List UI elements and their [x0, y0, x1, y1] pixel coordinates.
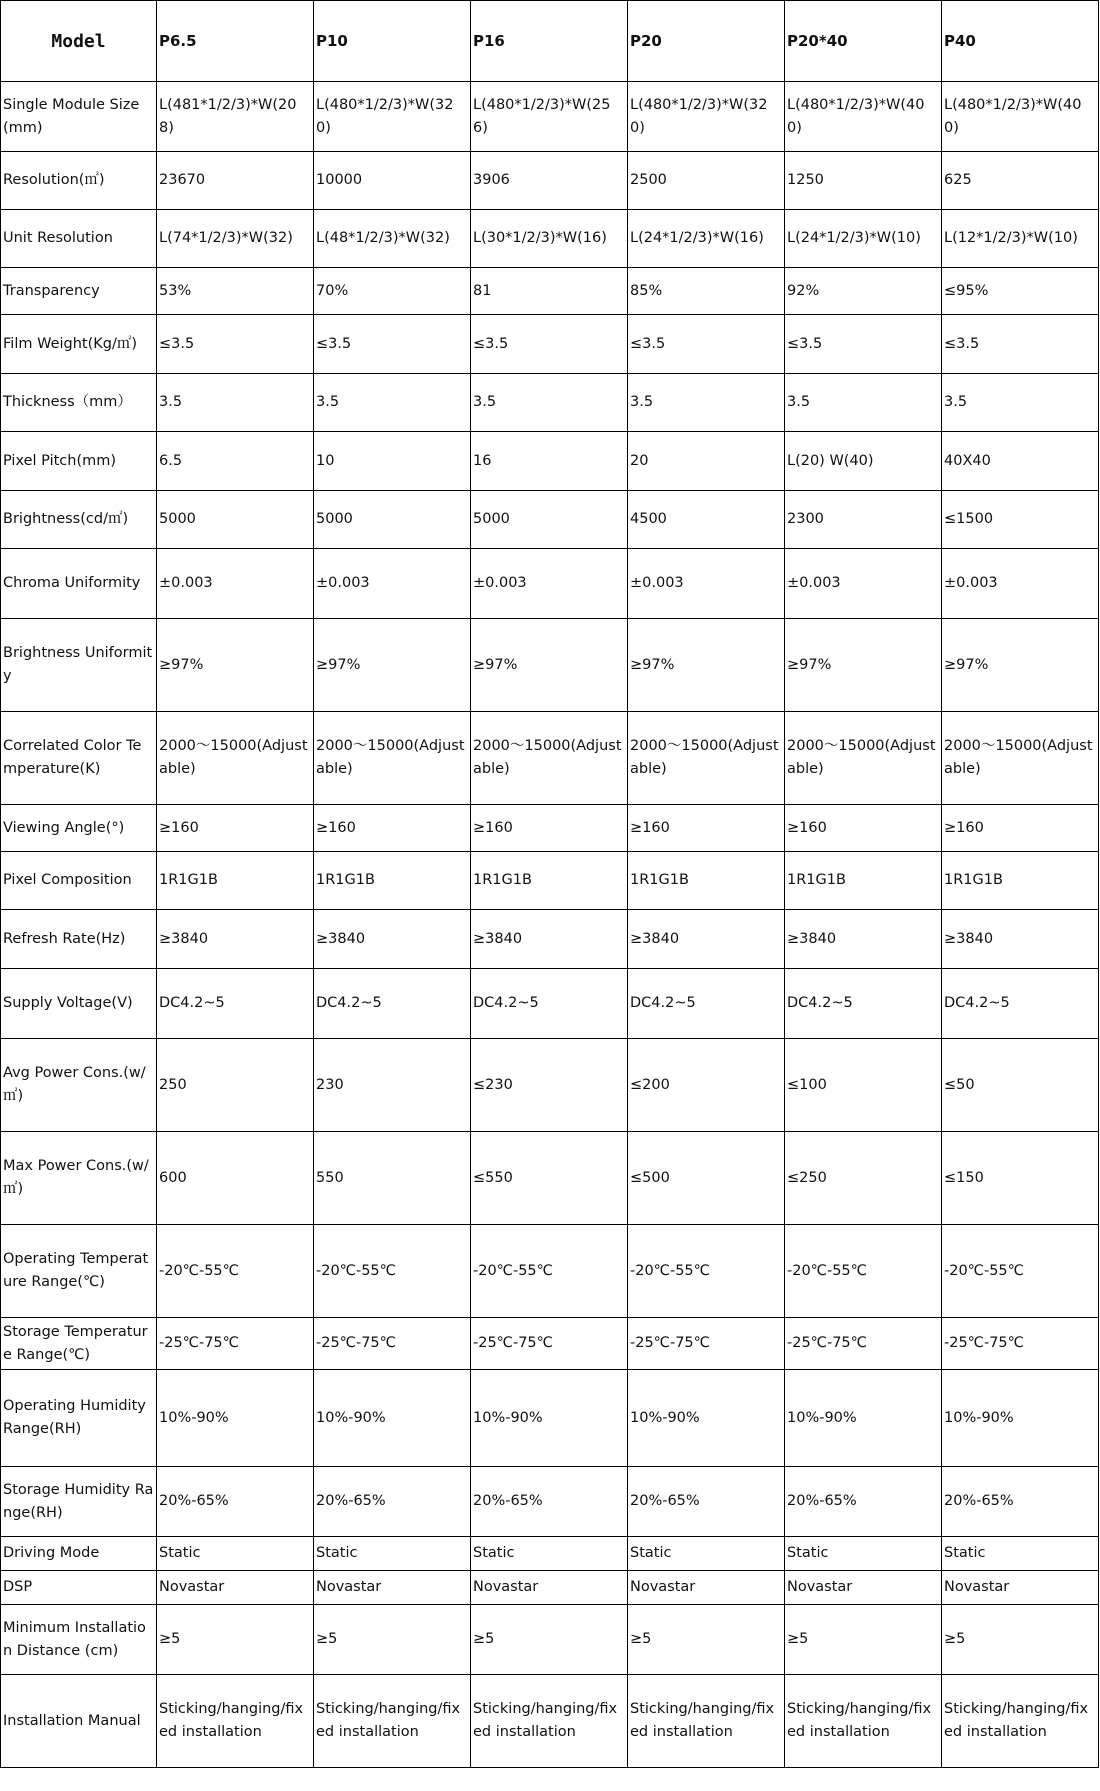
spec-value: 85% — [628, 268, 785, 315]
spec-value: 20%-65% — [785, 1467, 942, 1537]
table-row — [1, 1537, 1099, 1571]
spec-value: ≤3.5 — [942, 315, 1099, 374]
table-row — [1, 152, 1099, 210]
spec-value: Sticking/hanging/fixed installation — [471, 1675, 628, 1768]
spec-label: Installation Manual — [1, 1675, 157, 1768]
table-row — [1, 1467, 1099, 1537]
spec-value: -20℃-55℃ — [471, 1225, 628, 1318]
spec-value: Sticking/hanging/fixed installation — [157, 1675, 314, 1768]
model-column-header: P16 — [471, 1, 628, 82]
spec-value: ≥97% — [785, 619, 942, 712]
spec-label: Single Module Size(mm) — [1, 82, 157, 152]
spec-label: Transparency — [1, 268, 157, 315]
spec-value: 20%-65% — [314, 1467, 471, 1537]
spec-value: 81 — [471, 268, 628, 315]
spec-value: 5000 — [157, 491, 314, 549]
spec-value: L(74*1/2/3)*W(32) — [157, 210, 314, 268]
spec-value: Sticking/hanging/fixed installation — [942, 1675, 1099, 1768]
spec-value: ≥3840 — [471, 910, 628, 969]
spec-value: DC4.2~5 — [157, 969, 314, 1039]
spec-value: Sticking/hanging/fixed installation — [314, 1675, 471, 1768]
spec-value: DC4.2~5 — [314, 969, 471, 1039]
table-row — [1, 1675, 1099, 1768]
model-column-header: P20*40 — [785, 1, 942, 82]
spec-value: ±0.003 — [471, 549, 628, 619]
spec-value: ≥97% — [471, 619, 628, 712]
spec-label: Pixel Composition — [1, 852, 157, 910]
spec-value: -20℃-55℃ — [314, 1225, 471, 1318]
spec-value: L(480*1/2/3)*W(400) — [785, 82, 942, 152]
spec-value: 92% — [785, 268, 942, 315]
spec-label: Resolution(㎡) — [1, 152, 157, 210]
spec-value: 1R1G1B — [314, 852, 471, 910]
spec-value: ≥5 — [314, 1605, 471, 1675]
spec-value: -20℃-55℃ — [785, 1225, 942, 1318]
model-column-header: P40 — [942, 1, 1099, 82]
spec-value: 2300 — [785, 491, 942, 549]
spec-value: 20%-65% — [471, 1467, 628, 1537]
spec-value: 3906 — [471, 152, 628, 210]
spec-label: Unit Resolution — [1, 210, 157, 268]
spec-value: L(480*1/2/3)*W(320) — [314, 82, 471, 152]
spec-value: Novastar — [785, 1571, 942, 1605]
spec-value: ≥3840 — [785, 910, 942, 969]
table-row — [1, 910, 1099, 969]
spec-value: 10000 — [314, 152, 471, 210]
spec-value: Novastar — [314, 1571, 471, 1605]
spec-value: 10%-90% — [157, 1370, 314, 1467]
spec-label: Operating Humidity Range(RH) — [1, 1370, 157, 1467]
spec-value: 6.5 — [157, 432, 314, 491]
spec-value: ≥160 — [471, 805, 628, 852]
spec-value: ±0.003 — [157, 549, 314, 619]
spec-value: 10%-90% — [628, 1370, 785, 1467]
spec-value: -25℃-75℃ — [314, 1318, 471, 1370]
table-header-row — [1, 1, 1099, 82]
spec-value: 4500 — [628, 491, 785, 549]
spec-value: 10%-90% — [785, 1370, 942, 1467]
spec-value: ±0.003 — [785, 549, 942, 619]
spec-value: L(480*1/2/3)*W(256) — [471, 82, 628, 152]
spec-value: 20%-65% — [628, 1467, 785, 1537]
table-row — [1, 432, 1099, 491]
spec-value: ≥5 — [471, 1605, 628, 1675]
spec-value: ≤200 — [628, 1039, 785, 1132]
model-column-header: P10 — [314, 1, 471, 82]
spec-value: -25℃-75℃ — [628, 1318, 785, 1370]
spec-value: 3.5 — [471, 374, 628, 432]
spec-value: ≥160 — [314, 805, 471, 852]
spec-value: ≥97% — [314, 619, 471, 712]
spec-value: ≥97% — [942, 619, 1099, 712]
spec-value: 20%-65% — [157, 1467, 314, 1537]
spec-value: Static — [785, 1537, 942, 1571]
table-row — [1, 619, 1099, 712]
spec-value: Novastar — [471, 1571, 628, 1605]
spec-value: ≥3840 — [942, 910, 1099, 969]
spec-value: ≥5 — [942, 1605, 1099, 1675]
table-row — [1, 1225, 1099, 1318]
spec-value: 625 — [942, 152, 1099, 210]
spec-value: ≤250 — [785, 1132, 942, 1225]
spec-value: ≤3.5 — [628, 315, 785, 374]
spec-value: DC4.2~5 — [942, 969, 1099, 1039]
table-row — [1, 315, 1099, 374]
spec-value: ≥97% — [157, 619, 314, 712]
spec-value: L(48*1/2/3)*W(32) — [314, 210, 471, 268]
spec-label: Minimum Installation Distance (cm) — [1, 1605, 157, 1675]
spec-value: L(481*1/2/3)*W(208) — [157, 82, 314, 152]
table-row — [1, 1039, 1099, 1132]
table-row — [1, 491, 1099, 549]
spec-label: Refresh Rate(Hz) — [1, 910, 157, 969]
spec-value: 2000～15000(Adjustable) — [471, 712, 628, 805]
spec-value: 53% — [157, 268, 314, 315]
spec-value: 10%-90% — [942, 1370, 1099, 1467]
spec-value: -25℃-75℃ — [785, 1318, 942, 1370]
spec-label: Film Weight(Kg/㎡) — [1, 315, 157, 374]
spec-value: 10 — [314, 432, 471, 491]
table-row — [1, 1571, 1099, 1605]
spec-value: ≥160 — [157, 805, 314, 852]
spec-value: 3.5 — [785, 374, 942, 432]
spec-label: Driving Mode — [1, 1537, 157, 1571]
spec-value: ≤550 — [471, 1132, 628, 1225]
spec-value: 3.5 — [628, 374, 785, 432]
spec-value: Static — [314, 1537, 471, 1571]
spec-value: 3.5 — [942, 374, 1099, 432]
spec-value: DC4.2~5 — [628, 969, 785, 1039]
spec-value: 70% — [314, 268, 471, 315]
spec-label: Supply Voltage(V) — [1, 969, 157, 1039]
spec-value: L(24*1/2/3)*W(16) — [628, 210, 785, 268]
spec-value: -25℃-75℃ — [157, 1318, 314, 1370]
spec-value: 1R1G1B — [942, 852, 1099, 910]
spec-value: ≥160 — [785, 805, 942, 852]
spec-value: Static — [157, 1537, 314, 1571]
spec-value: ±0.003 — [628, 549, 785, 619]
spec-value: 1R1G1B — [785, 852, 942, 910]
model-header-label: Model — [1, 1, 157, 82]
spec-label: Operating Temperature Range(℃) — [1, 1225, 157, 1318]
model-column-header: P6.5 — [157, 1, 314, 82]
spec-label: Thickness（mm） — [1, 374, 157, 432]
table-row — [1, 210, 1099, 268]
spec-value: ≤50 — [942, 1039, 1099, 1132]
spec-value: 2000～15000(Adjustable) — [785, 712, 942, 805]
spec-value: -20℃-55℃ — [942, 1225, 1099, 1318]
spec-label: Storage Temperature Range(℃) — [1, 1318, 157, 1370]
spec-value: 230 — [314, 1039, 471, 1132]
table-row — [1, 374, 1099, 432]
spec-value: 550 — [314, 1132, 471, 1225]
spec-value: ≥160 — [628, 805, 785, 852]
spec-value: L(12*1/2/3)*W(10) — [942, 210, 1099, 268]
spec-value: DC4.2~5 — [471, 969, 628, 1039]
spec-value: 16 — [471, 432, 628, 491]
spec-value: ≥3840 — [628, 910, 785, 969]
spec-value: 20 — [628, 432, 785, 491]
spec-value: 1R1G1B — [628, 852, 785, 910]
spec-value: 3.5 — [157, 374, 314, 432]
spec-value: ≤3.5 — [157, 315, 314, 374]
table-row — [1, 805, 1099, 852]
table-row — [1, 268, 1099, 315]
spec-value: L(20) W(40) — [785, 432, 942, 491]
spec-value: 600 — [157, 1132, 314, 1225]
spec-value: ≤3.5 — [471, 315, 628, 374]
table-row — [1, 549, 1099, 619]
spec-value: Sticking/hanging/fixed installation — [785, 1675, 942, 1768]
spec-value: ≤100 — [785, 1039, 942, 1132]
spec-value: -20℃-55℃ — [157, 1225, 314, 1318]
spec-value: ≤3.5 — [314, 315, 471, 374]
spec-label: Avg Power Cons.(w/㎡) — [1, 1039, 157, 1132]
spec-value: L(480*1/2/3)*W(320) — [628, 82, 785, 152]
spec-value: 2000～15000(Adjustable) — [628, 712, 785, 805]
spec-value: 1R1G1B — [471, 852, 628, 910]
spec-value: Novastar — [628, 1571, 785, 1605]
spec-label: Chroma Uniformity — [1, 549, 157, 619]
spec-value: -25℃-75℃ — [471, 1318, 628, 1370]
spec-value: Sticking/hanging/fixed installation — [628, 1675, 785, 1768]
table-row — [1, 1605, 1099, 1675]
spec-value: 1250 — [785, 152, 942, 210]
spec-value: ±0.003 — [314, 549, 471, 619]
spec-value: 5000 — [471, 491, 628, 549]
spec-value: 10%-90% — [471, 1370, 628, 1467]
table-row — [1, 712, 1099, 805]
spec-value: 40X40 — [942, 432, 1099, 491]
spec-value: 5000 — [314, 491, 471, 549]
table-row — [1, 852, 1099, 910]
spec-value: ≥3840 — [314, 910, 471, 969]
table-row — [1, 82, 1099, 152]
table-body — [1, 82, 1099, 1768]
spec-value: 2500 — [628, 152, 785, 210]
spec-value: Novastar — [942, 1571, 1099, 1605]
spec-value: ≤3.5 — [785, 315, 942, 374]
spec-value: 250 — [157, 1039, 314, 1132]
spec-value: Static — [942, 1537, 1099, 1571]
spec-value: 10%-90% — [314, 1370, 471, 1467]
table-row — [1, 1370, 1099, 1467]
spec-value: 1R1G1B — [157, 852, 314, 910]
spec-value: 2000～15000(Adjustable) — [942, 712, 1099, 805]
spec-value: ≥5 — [785, 1605, 942, 1675]
spec-value: ≥97% — [628, 619, 785, 712]
spec-label: Brightness Uniformity — [1, 619, 157, 712]
table-row — [1, 1318, 1099, 1370]
table-row — [1, 1132, 1099, 1225]
spec-value: ≥5 — [157, 1605, 314, 1675]
spec-label: DSP — [1, 1571, 157, 1605]
spec-value: ≥3840 — [157, 910, 314, 969]
spec-value: -25℃-75℃ — [942, 1318, 1099, 1370]
spec-value: ≤500 — [628, 1132, 785, 1225]
model-column-header: P20 — [628, 1, 785, 82]
spec-label: Brightness(cd/㎡) — [1, 491, 157, 549]
spec-label: Pixel Pitch(mm) — [1, 432, 157, 491]
spec-value: ≤230 — [471, 1039, 628, 1132]
spec-value: 2000～15000(Adjustable) — [157, 712, 314, 805]
spec-value: 20%-65% — [942, 1467, 1099, 1537]
spec-value: 23670 — [157, 152, 314, 210]
spec-value: L(24*1/2/3)*W(10) — [785, 210, 942, 268]
spec-label: Correlated Color Temperature(K) — [1, 712, 157, 805]
spec-value: ±0.003 — [942, 549, 1099, 619]
spec-value: ≥5 — [628, 1605, 785, 1675]
spec-value: DC4.2~5 — [785, 969, 942, 1039]
spec-label: Storage Humidity Range(RH) — [1, 1467, 157, 1537]
spec-value: L(30*1/2/3)*W(16) — [471, 210, 628, 268]
spec-label: Max Power Cons.(w/㎡) — [1, 1132, 157, 1225]
spec-value: -20℃-55℃ — [628, 1225, 785, 1318]
spec-value: L(480*1/2/3)*W(400) — [942, 82, 1099, 152]
table-row — [1, 969, 1099, 1039]
spec-label: Viewing Angle(°) — [1, 805, 157, 852]
spec-value: ≤150 — [942, 1132, 1099, 1225]
spec-value: 2000～15000(Adjustable) — [314, 712, 471, 805]
spec-value: 3.5 — [314, 374, 471, 432]
spec-value: Static — [628, 1537, 785, 1571]
spec-value: ≤1500 — [942, 491, 1099, 549]
spec-value: Novastar — [157, 1571, 314, 1605]
spec-value: ≥160 — [942, 805, 1099, 852]
spec-value: Static — [471, 1537, 628, 1571]
spec-value: ≤95% — [942, 268, 1099, 315]
